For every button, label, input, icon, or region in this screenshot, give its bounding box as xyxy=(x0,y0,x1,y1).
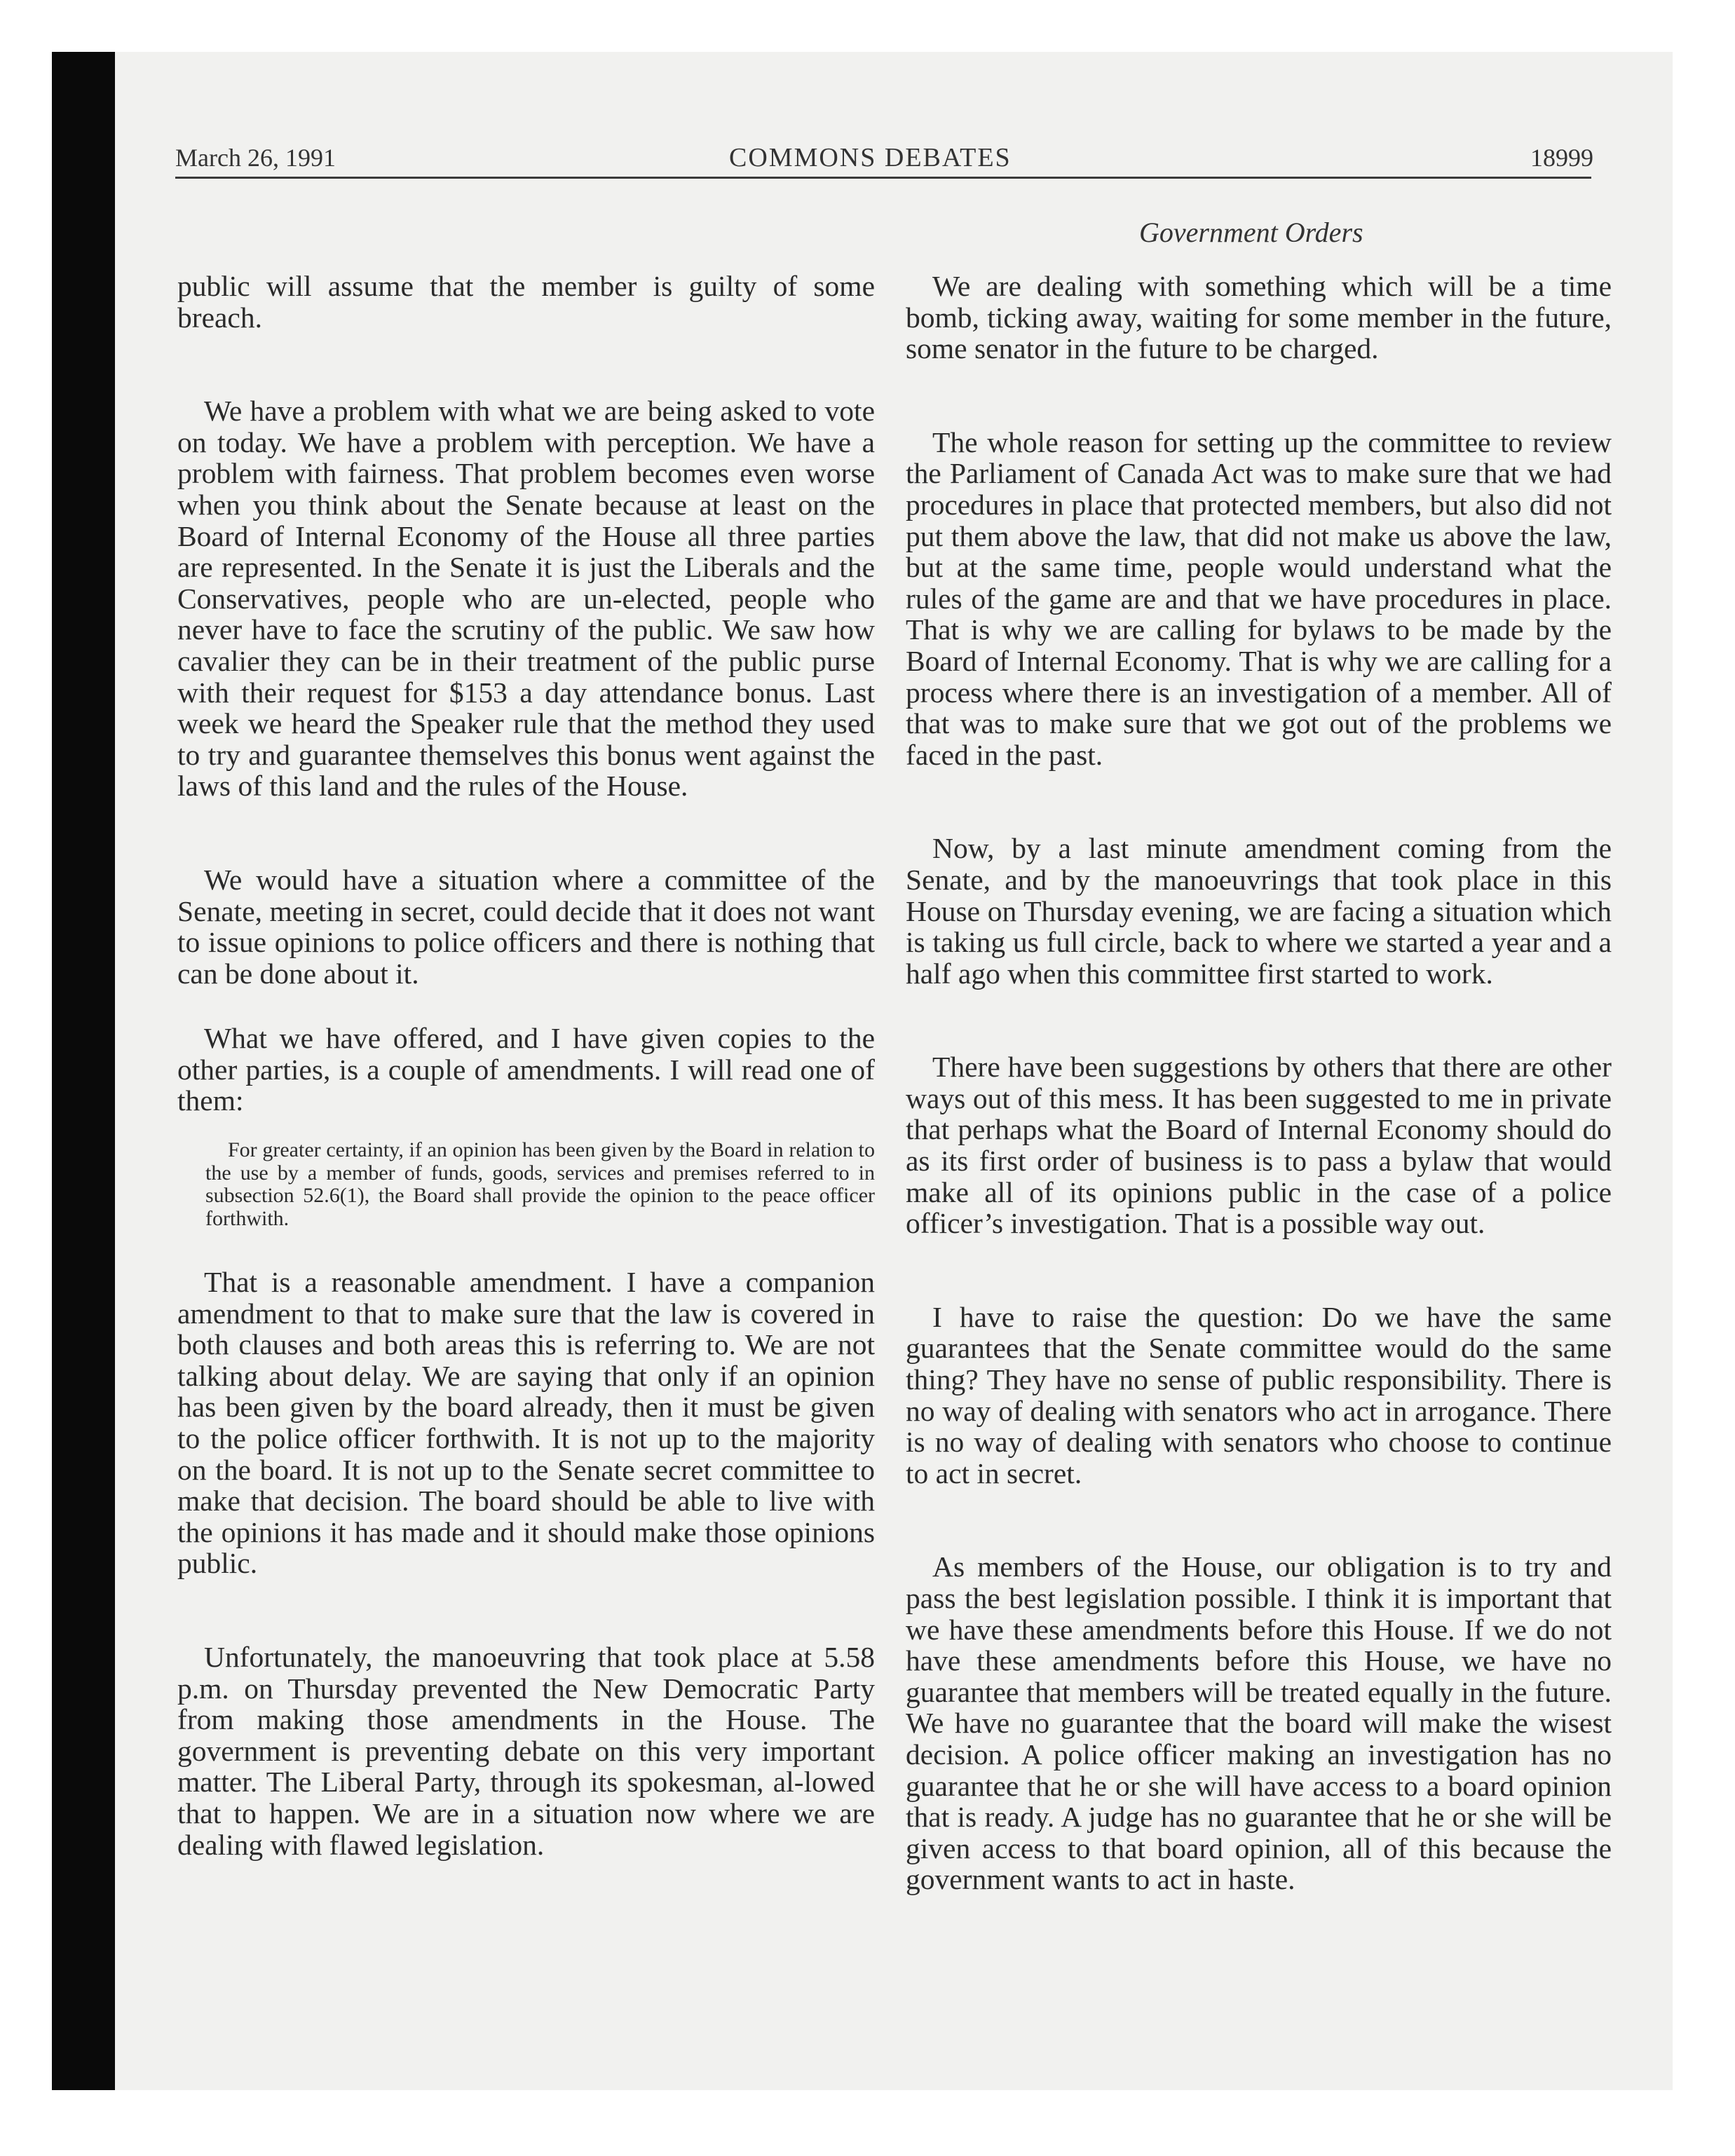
paragraph: public will assume that the member is guilty of some breach. xyxy=(177,270,875,334)
header-page-number: 18999 xyxy=(1530,144,1593,172)
paragraph: Unfortunately, the manoeuvring that took place at 5.58 p.m. on Thursday prevented the New Democratic Party from making those amendments in the House. The government is preventing debate on this very important matter. The Liberal Party, through its spokesman, al-lowed that to happen. We are in a situation now where we are dealing with flawed legislation. xyxy=(177,1641,875,1861)
section-heading: Government Orders xyxy=(1139,217,1363,248)
paragraph: We are dealing with something which will be a time bomb, ticking away, waiting for some member in the future, some senator in the future to be charged. xyxy=(906,270,1612,365)
header-date: March 26, 1991 xyxy=(175,144,336,172)
header-publication-title: COMMONS DEBATES xyxy=(729,143,1012,172)
paragraph: As members of the House, our obligation is to try and pass the best legislation possible. I think it is important that we have these amendments before this House. If we do not have these amendments before this House, we have no guarantee that members will be treated equally in the future. We have no guarantee that the board will make the wisest decision. A police officer making an investigation has no guarantee that he or she will have access to a board opinion that is ready. A judge has no guarantee that he or she will be given access to that board opinion, all of this because the government wants to act in haste. xyxy=(906,1550,1612,1896)
left-column xyxy=(177,271,875,1860)
paragraph: We would have a situation where a committee of the Senate, meeting in secret, could decide that it does not want to issue opinions to police officers and there is nothing that can be done about it. xyxy=(177,863,875,990)
block-quote-amendment: For greater certainty, if an opinion has been given by the Board in relation to the use by a member of funds, goods, services and premises referred to in subsection 52.6(1), the Board shall provide the opinion to the peace officer forthwith. xyxy=(205,1138,875,1230)
paragraph: There have been suggestions by others that there are other ways out of this mess. It has been suggested to me in private that perhaps what the Board of Internal Economy should do as its first order of business is to pass a bylaw that would make all of its opinions public in the case of a police officer’s investigation. That is a possible way out. xyxy=(906,1051,1612,1240)
header-rule xyxy=(175,177,1591,179)
paragraph: That is a reasonable amendment. I have a companion amendment to that to make sure that the law is covered in both clauses and both areas this is referring to. We are not talking about delay. We are saying that only if an opinion has been given by the board already, then it must be given to the police officer forthwith. It is not up to the majority on the board. It is not up to the Senate secret committee to make that decision. The board should be able to live with the opinions it has made and it should make those opinions public. xyxy=(177,1266,875,1580)
paragraph: What we have offered, and I have given copies to the other parties, is a couple of amendments. I will read one of them: xyxy=(177,1022,875,1117)
paragraph: I have to raise the question: Do we have the same guarantees that the Senate committee would do the same thing? They have no sense of public responsibility. There is no way of dealing with senators who act in arrogance. There is no way of dealing with senators who choose to continue to act in secret. xyxy=(906,1300,1612,1489)
right-column xyxy=(906,271,1612,1895)
paragraph: Now, by a last minute amendment coming from the Senate, and by the manoeuvrings that took place in this House on Thursday evening, we are facing a situation which is taking us full circle, back to where we started a year and a half ago when this committee first started to work. xyxy=(906,832,1612,990)
paragraph: We have a problem with what we are being asked to vote on today. We have a problem with perception. We have a problem with fairness. That problem becomes even worse when you think about the Senate because at least on the Board of Internal Economy of the House all three parties are represented. In the Senate it is just the Liberals and the Conservatives, people who are un-elected, people who never have to face the scrutiny of the public. We saw how cavalier they can be in their treatment of the public purse with their request for $153 a day attendance bonus. Last week we heard the Speaker rule that the method they used to try and guarantee themselves this bonus went against the laws of this land and the rules of the House. xyxy=(177,395,875,803)
paragraph: The whole reason for setting up the committee to review the Parliament of Canada Act was to make sure that we had procedures in place that protected members, but also did not put them above the law, that did not make us above the law, but at the same time, people would understand what the rules of the game are and that we have procedures in place. That is why we are calling for bylaws to be made by the Board of Internal Economy. That is why we are calling for a process where there is an investigation of a member. All of that was to make sure that we got out of the problems we faced in the past. xyxy=(906,425,1612,771)
scan-border-shadow xyxy=(52,52,115,2090)
